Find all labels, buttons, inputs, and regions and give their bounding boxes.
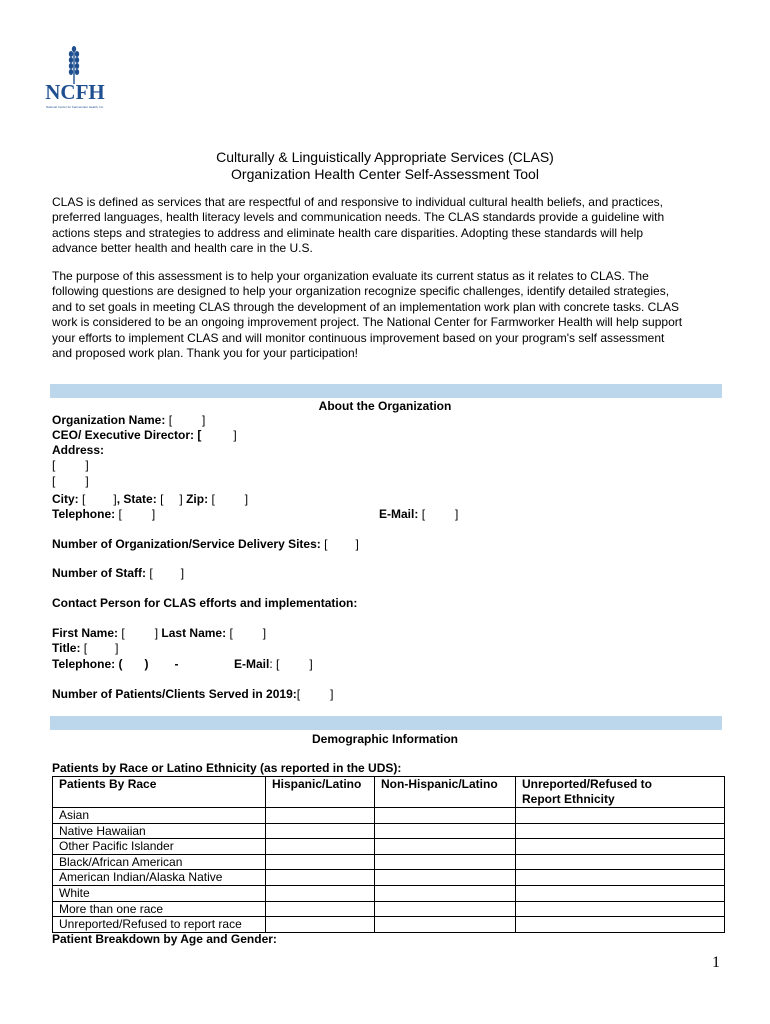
row-label: White <box>53 885 266 901</box>
contact-phone-label: Telephone: ( <box>52 657 123 671</box>
table-row <box>53 901 725 917</box>
telephone-field[interactable]: [ ] <box>118 507 156 521</box>
text-line: preferred languages, health literacy levels and communication needs. The CLAS standards provide a guideline with <box>52 210 665 225</box>
document-title-line1: Culturally & Linguistically Appropriate Services (CLAS) <box>216 149 554 165</box>
table-cell[interactable] <box>266 839 375 855</box>
sites-label: Number of Organization/Service Delivery Sites: <box>52 537 321 551</box>
contact-email-label: E-Mail <box>234 657 270 671</box>
patients-served-label: Number of Patients/Clients Served in 2019: <box>52 687 297 701</box>
text-line: and proposed work plan. Thank you for your participation! <box>52 346 358 361</box>
table-row <box>53 808 725 824</box>
table-cell[interactable] <box>516 901 725 917</box>
email-label: E-Mail: <box>379 507 419 521</box>
contact-phone-paren: ) <box>144 657 149 671</box>
contact-name-row <box>52 626 266 641</box>
column-header: Unreported/Refused to Report Ethnicity <box>516 777 725 808</box>
table-cell[interactable] <box>266 808 375 824</box>
table-cell[interactable] <box>375 917 516 933</box>
row-label: Other Pacific Islander <box>53 839 266 855</box>
logo-subtitle: National Center for Farmworker Health, Inc. <box>45 105 105 109</box>
staff-field[interactable]: [ ] <box>149 566 185 580</box>
table-row <box>53 870 725 886</box>
table-cell[interactable] <box>266 885 375 901</box>
table-cell[interactable] <box>375 839 516 855</box>
column-header: Hispanic/Latino <box>266 777 375 808</box>
staff-label: Number of Staff: <box>52 566 146 580</box>
text-line: work is considered to be an ongoing improvement project. The National Center for Farmworker Health will help support <box>52 315 683 330</box>
race-ethnicity-table <box>52 776 725 933</box>
city-field[interactable]: [ ] <box>82 492 117 506</box>
zip-field[interactable]: [ ] <box>211 492 249 506</box>
contact-title-row <box>52 641 118 656</box>
last-name-label: Last Name: <box>161 626 227 640</box>
contact-phone-row <box>52 657 178 672</box>
race-table-caption: Patients by Race or Latino Ethnicity (as reported in the UDS): <box>52 761 402 775</box>
table-row <box>53 854 725 870</box>
table-cell[interactable] <box>266 917 375 933</box>
row-label: Unreported/Refused to report race <box>53 917 266 933</box>
org-name-label: Organization Name: <box>52 413 166 427</box>
first-name-label: First Name: <box>52 626 119 640</box>
address-line-2-field[interactable]: [ ] <box>52 474 89 488</box>
text-line: your efforts to implement CLAS and will monitor continuous improvement based on your program's self assessment <box>52 330 665 345</box>
ncfh-logo <box>44 46 106 110</box>
table-cell[interactable] <box>516 917 725 933</box>
table-cell[interactable] <box>375 854 516 870</box>
table-cell[interactable] <box>516 808 725 824</box>
table-row <box>53 839 725 855</box>
table-row <box>53 885 725 901</box>
email-field[interactable]: [ ] <box>421 507 459 521</box>
org-name-row <box>52 413 205 428</box>
table-header-row <box>53 777 725 808</box>
contact-heading: Contact Person for CLAS efforts and implementation: <box>52 596 358 610</box>
staff-row <box>52 566 184 581</box>
table-row <box>53 823 725 839</box>
row-label: American Indian/Alaska Native <box>53 870 266 886</box>
last-name-field[interactable]: [ ] <box>229 626 267 640</box>
intro-paragraph-1 <box>52 195 722 257</box>
ceo-label: CEO/ Executive Director: <box>52 428 195 442</box>
contact-title-field[interactable]: [ ] <box>83 641 119 655</box>
intro-paragraph-2 <box>52 269 722 361</box>
text-line: and to set goals in meeting CLAS through the development of an implementation work plan with concrete tasks. CLAS <box>52 299 680 314</box>
city-state-zip-row <box>52 492 248 507</box>
first-name-field[interactable]: [ ] <box>121 626 159 640</box>
text-line: advance better health and health care in the U.S. <box>52 241 313 256</box>
row-label: Black/African American <box>53 854 266 870</box>
section-divider-bar <box>50 384 722 398</box>
patients-served-row <box>52 687 333 702</box>
contact-phone-dash: - <box>174 657 179 671</box>
table-cell[interactable] <box>375 885 516 901</box>
document-title-line2: Organization Health Center Self-Assessment Tool <box>231 166 539 182</box>
column-header: Non-Hispanic/Latino <box>375 777 516 808</box>
table-cell[interactable] <box>375 870 516 886</box>
table-cell[interactable] <box>516 854 725 870</box>
section-divider-bar <box>50 716 722 730</box>
table-cell[interactable] <box>266 870 375 886</box>
row-label: Asian <box>53 808 266 824</box>
address-line-1-field[interactable]: [ ] <box>52 458 89 472</box>
address-label: Address: <box>52 443 105 457</box>
table-row <box>53 917 725 933</box>
table-cell[interactable] <box>516 823 725 839</box>
patients-served-field[interactable]: [ ] <box>296 687 334 701</box>
age-gender-heading: Patient Breakdown by Age and Gender: <box>52 932 277 946</box>
table-cell[interactable] <box>516 839 725 855</box>
wheat-logo-icon <box>66 46 82 84</box>
table-cell[interactable] <box>375 808 516 824</box>
about-heading: About the Organization <box>318 399 452 413</box>
text-line: actions steps and strategies to address and eliminate health care disparities. Adopting these standards will help <box>52 225 644 240</box>
text-line: The purpose of this assessment is to help your organization evaluate its current status as it relates to CLAS. The <box>52 269 649 283</box>
sites-field[interactable]: [ ] <box>324 537 359 551</box>
city-label: City: <box>52 492 79 506</box>
row-label: More than one race <box>53 901 266 917</box>
table-cell[interactable] <box>375 823 516 839</box>
ceo-row: CEO/ Executive Director: [ ] <box>52 428 237 442</box>
table-cell[interactable] <box>266 901 375 917</box>
text-line: following questions are designed to help your organization recognize specific challenges, identify detailed strategies, <box>52 284 670 299</box>
ceo-field[interactable]: [ <box>197 428 202 442</box>
zip-label: Zip: <box>186 492 209 506</box>
sites-row <box>52 537 359 552</box>
contact-email-field[interactable]: [ ] <box>276 657 313 671</box>
table-cell[interactable] <box>516 870 725 886</box>
state-field[interactable]: [ ] <box>160 492 183 506</box>
demographic-heading: Demographic Information <box>311 732 458 746</box>
text-line: CLAS is defined as services that are respectful of and responsive to individual cultural health beliefs, and practices, <box>52 195 664 209</box>
contact-title-label: Title: <box>52 641 81 655</box>
telephone-label: Telephone: <box>52 507 116 521</box>
column-header: Patients By Race <box>53 777 266 808</box>
state-label: , State: <box>116 492 157 506</box>
logo-text: NCFH <box>45 80 105 104</box>
contact-email-row: E-Mail: [ ] <box>234 657 313 671</box>
row-label: Native Hawaiian <box>53 823 266 839</box>
table-cell[interactable] <box>516 885 725 901</box>
org-name-field[interactable]: [ ] <box>168 413 206 427</box>
table-cell[interactable] <box>375 901 516 917</box>
table-cell[interactable] <box>266 854 375 870</box>
table-cell[interactable] <box>266 823 375 839</box>
email-row <box>379 507 458 522</box>
page-number: 1 <box>712 954 720 971</box>
telephone-row <box>52 507 155 522</box>
